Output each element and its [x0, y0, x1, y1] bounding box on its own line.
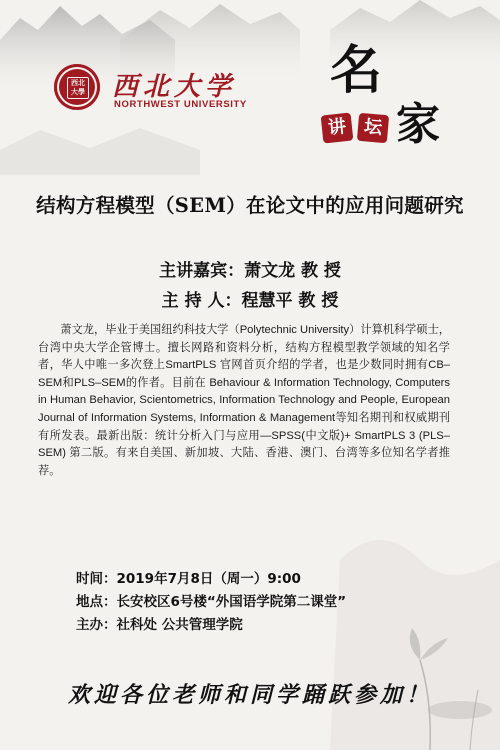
speaker-bio: 萧文龙，毕业于美国纽约科技大学（Polytechnic University）计算机科学硕士，台湾中央大学企管博士。擅长网路和资料分析，结构方程模型教学领域的知名学者，华人中唯一多次登上SmartPLS 官网首页介绍的学者，也是少数同时拥有CB–SEM和PLS–SEM的作者。目前在 Behaviour & Information Technology, Computers in Human Behavior, Scientometrics, Information Technology and People, European Journal of Information Systems, Information & Management等知名期刊和权威期刊有所发表。最新出版：统计分析入门与应用—SPSS(中文版)+ SmartPLS 3 (PLS–SEM) 第二版。有来自美国、新加坡、大陆、香港、澳门、台湾等多位知名学者推荐。 — [38, 324, 450, 477]
event-time: 时间：2019年7月8日（周一）9:00 — [76, 571, 301, 587]
brand-seal-tan: 坛 — [357, 113, 389, 144]
host-line: 主 持 人：程慧平 教 授 — [161, 291, 339, 311]
brand-character-ming: 名 — [330, 40, 383, 101]
university-name-cn: 西北大学 — [112, 72, 237, 102]
event-location: 地点：长安校区6号楼“外国语学院第二课堂” — [76, 594, 347, 610]
lecture-title: 结构方程模型（SEM）在论文中的应用问题研究 — [36, 194, 464, 217]
brand-character-jia: 家 — [396, 99, 440, 150]
university-seal-icon — [54, 64, 100, 110]
university-name-en: NORTHWEST UNIVERSITY — [114, 99, 247, 110]
speaker-line: 主讲嘉宾：萧文龙 教 授 — [159, 261, 341, 281]
university-logo — [54, 64, 264, 114]
seal-text: 西北 大學 — [67, 77, 89, 99]
brand-seal-jiang: 讲 — [321, 113, 354, 144]
welcome-footer: 欢迎各位老师和同学踊跃参加！ — [67, 682, 432, 708]
lotus-decoration-icon — [360, 590, 500, 750]
event-organizer: 主办：社科处 公共管理学院 — [76, 617, 243, 633]
